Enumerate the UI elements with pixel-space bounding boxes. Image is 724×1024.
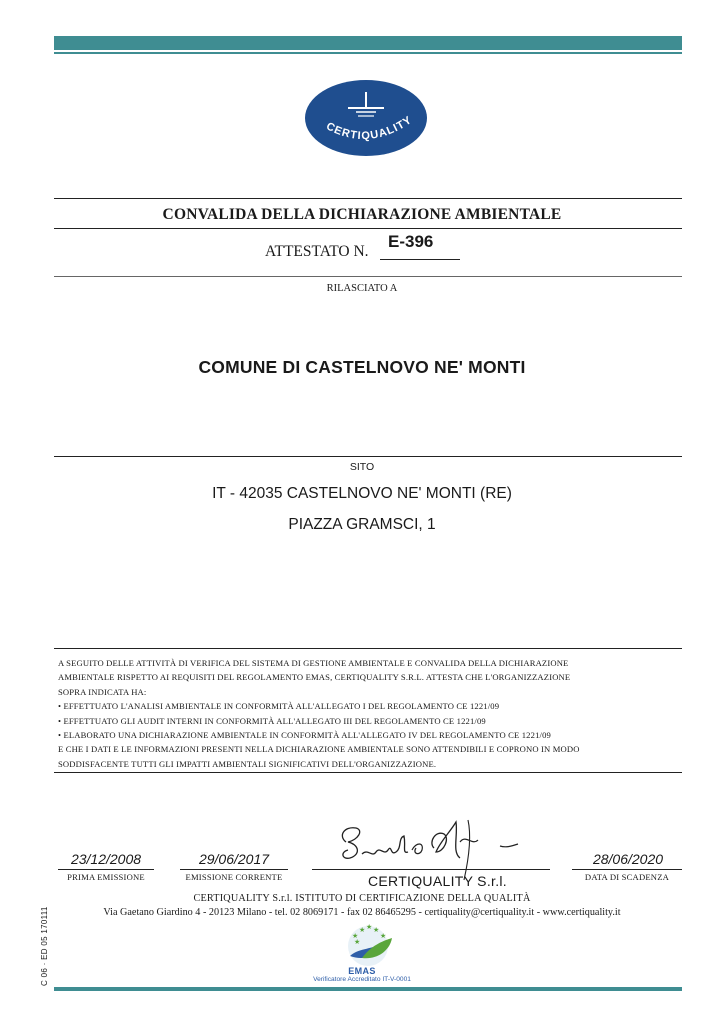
scadenza-date: 28/06/2020 xyxy=(592,851,664,867)
attestato-label: ATTESTATO N. xyxy=(265,243,369,260)
signature-line xyxy=(312,869,550,870)
declaration-line: • EFFETTUATO GLI AUDIT INTERNI IN CONFORMITÀ ALL'ALLEGATO III DEL REGOLAMENTO CE 1221/09 xyxy=(58,715,486,726)
emissione-corrente-date: 29/06/2017 xyxy=(198,851,270,867)
svg-text:★: ★ xyxy=(352,932,359,940)
document-code: C 06 · ED 05 170111 xyxy=(40,906,49,986)
prima-emissione-date: 23/12/2008 xyxy=(70,851,142,867)
body-rule-bottom xyxy=(54,772,682,773)
rilasciato-label: RILASCIATO A xyxy=(326,283,398,294)
svg-text:★: ★ xyxy=(354,938,361,946)
emissione-corrente-label: EMISSIONE CORRENTE xyxy=(185,872,283,882)
svg-text:★: ★ xyxy=(373,926,380,934)
svg-text:★: ★ xyxy=(380,932,387,940)
rilasciato-rule xyxy=(54,276,682,277)
scadenza-line xyxy=(572,869,682,870)
emas-label: EMAS xyxy=(348,966,376,976)
top-band xyxy=(54,36,682,50)
attestato-number: E-396 xyxy=(388,232,434,251)
declaration-line: • EFFETTUATO L'ANALISI AMBIENTALE IN CONFORMITÀ ALL'ALLEGATO I DEL REGOLAMENTO CE 1221/09 xyxy=(58,701,500,712)
attestato-underline xyxy=(380,259,460,260)
emas-logo-icon xyxy=(332,918,404,970)
declaration-line: AMBIENTALE RISPETTO AI REQUISITI DEL REGOLAMENTO EMAS, CERTIQUALITY S.R.L. ATTESTA CHE L'ORGANIZZAZIONE xyxy=(58,672,571,683)
certificate-title: CONVALIDA DELLA DICHIARAZIONE AMBIENTALE xyxy=(162,206,562,223)
declaration-line: A SEGUITO DELLE ATTIVITÀ DI VERIFICA DEL SISTEMA DI GESTIONE AMBIENTALE E CONVALIDA DELLA DICHIARAZIONE xyxy=(58,658,569,668)
emas-accreditation: Verificatore Accreditato IT-V-0001 xyxy=(313,976,411,983)
title-rule-top xyxy=(54,198,682,199)
svg-text:★: ★ xyxy=(359,926,366,934)
scadenza-label: DATA DI SCADENZA xyxy=(584,872,670,882)
footer-contacts: Via Gaetano Giardino 4 - 20123 Milano - tel. 02 8069171 - fax 02 86465295 - certiquality@certiquality.it - www.certiquality.it xyxy=(103,907,621,918)
address-line-1: IT - 42035 CASTELNOVO NE' MONTI (RE) xyxy=(212,485,512,502)
footer-company: CERTIQUALITY S.r.l. ISTITUTO DI CERTIFICAZIONE DELLA QUALITÀ xyxy=(193,893,531,904)
bottom-band xyxy=(54,987,682,991)
emissione-corrente-line xyxy=(180,869,288,870)
declaration-line: E CHE I DATI E LE INFORMAZIONI PRESENTI NELLA DICHIARAZIONE AMBIENTALE SONO ATTENDIBILI E COPRONO IN MODO xyxy=(58,744,580,755)
signature-company: CERTIQUALITY S.r.l. xyxy=(368,873,507,889)
prima-emissione-label: PRIMA EMISSIONE xyxy=(67,872,145,882)
svg-text:★: ★ xyxy=(366,923,373,931)
declaration-line: SODDISFACENTE TUTTI GLI IMPATTI AMBIENTALI SIGNIFICATIVI DELL'ORGANIZZAZIONE. xyxy=(58,758,437,769)
sito-rule xyxy=(54,456,682,457)
certiquality-logo xyxy=(304,78,428,158)
title-rule-bottom xyxy=(54,228,682,229)
address-line-2: PIAZZA GRAMSCI, 1 xyxy=(288,516,436,533)
prima-emissione-line xyxy=(58,869,154,870)
organization-name: COMUNE DI CASTELNOVO NE' MONTI xyxy=(198,357,526,377)
body-rule-top xyxy=(54,648,682,649)
declaration-text xyxy=(58,656,682,771)
sito-label: SITO xyxy=(349,461,375,473)
declaration-line: SOPRA INDICATA HA: xyxy=(58,686,147,697)
declaration-line: • ELABORATO UNA DICHIARAZIONE AMBIENTALE IN CONFORMITÀ ALL'ALLEGATO IV DEL REGOLAMENTO CE 1221/09 xyxy=(58,730,551,741)
logo-text: CERTIQUALITY xyxy=(324,113,415,143)
